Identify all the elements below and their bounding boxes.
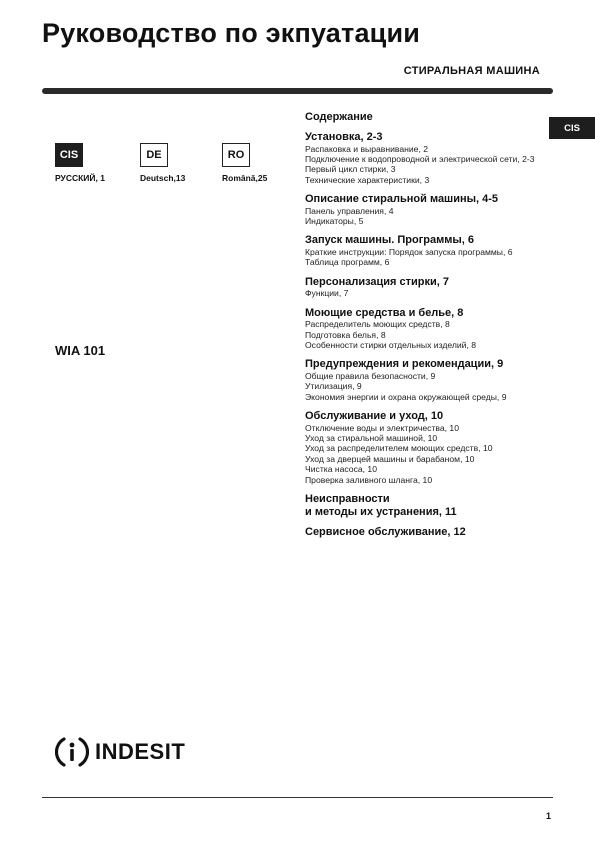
toc-entry[interactable]: Подготовка белья, 8 xyxy=(305,329,386,340)
toc-entry[interactable]: Особенности стирки отдельных изделий, 8 xyxy=(305,339,476,350)
toc-entry[interactable]: Утилизация, 9 xyxy=(305,381,362,392)
language-side-tab[interactable]: CIS xyxy=(549,117,595,139)
toc-entry[interactable]: Уход за дверцей машины и барабаном, 10 xyxy=(305,453,475,464)
toc-section-title[interactable]: Обслуживание и уход, 10 xyxy=(305,410,444,423)
document-subtitle: СТИРАЛЬНАЯ МАШИНА xyxy=(403,65,540,77)
language-option-ro[interactable] xyxy=(222,143,302,183)
brand-name: INDESIT xyxy=(95,739,186,764)
language-label: Română,25 xyxy=(222,173,268,183)
toc-section-title[interactable]: Персонализация стирки, 7 xyxy=(305,275,450,288)
language-code-box[interactable]: CIS xyxy=(55,143,83,167)
language-code-box[interactable]: DE xyxy=(140,143,168,167)
page-number: 1 xyxy=(545,811,551,821)
toc-entry[interactable]: Экономия энергии и охрана окружающей среды, 9 xyxy=(305,391,507,402)
toc-section xyxy=(305,526,550,539)
toc-entry[interactable]: Проверка заливного шланга, 10 xyxy=(305,474,433,485)
toc-sections xyxy=(305,131,550,539)
table-of-contents xyxy=(305,111,550,547)
language-option-de[interactable] xyxy=(140,143,220,183)
toc-entry[interactable]: Подключение к водопроводной и электрической сети, 2-3 xyxy=(305,153,535,164)
toc-heading: Содержание xyxy=(305,111,373,123)
toc-entry[interactable]: Технические характеристики, 3 xyxy=(305,174,430,185)
toc-entry[interactable]: Уход за стиральной машиной, 10 xyxy=(305,433,438,443)
toc-entry[interactable]: Чистка насоса, 10 xyxy=(305,464,377,475)
toc-section xyxy=(305,193,550,226)
toc-entry[interactable]: Панель управления, 4 xyxy=(305,205,394,216)
toc-entry[interactable]: Отключение воды и электричества, 10 xyxy=(305,422,459,433)
toc-section-title[interactable]: Установка, 2-3 xyxy=(305,131,383,143)
language-option-cis[interactable] xyxy=(55,143,135,183)
toc-entry[interactable]: Индикаторы, 5 xyxy=(305,216,364,227)
top-divider xyxy=(42,88,553,94)
toc-entry[interactable]: Таблица программ, 6 xyxy=(305,257,390,268)
language-label: РУССКИЙ, 1 xyxy=(55,173,105,183)
toc-section xyxy=(305,307,550,351)
toc-entry[interactable]: Функции, 7 xyxy=(305,288,349,299)
toc-section-title[interactable]: Предупреждения и рекомендации, 9 xyxy=(305,358,504,371)
indesit-logo-icon xyxy=(55,735,89,769)
page-title: Руководство по экпуатации xyxy=(42,18,421,48)
toc-section-title[interactable]: Сервисное обслуживание, 12 xyxy=(305,526,466,539)
toc-section xyxy=(305,358,550,402)
toc-section xyxy=(305,276,550,299)
language-code-box[interactable]: RO xyxy=(222,143,250,167)
toc-section-title[interactable]: Моющие средства и белье, 8 xyxy=(305,306,464,319)
toc-entry[interactable]: Краткие инструкции: Порядок запуска программы, 6 xyxy=(305,246,513,257)
toc-section xyxy=(305,131,550,185)
toc-section xyxy=(305,410,550,485)
toc-entry[interactable]: Распаковка и выравнивание, 2 xyxy=(305,143,429,154)
toc-entry[interactable]: Общие правила безопасности, 9 xyxy=(305,370,436,381)
toc-entry[interactable]: Распределитель моющих средств, 8 xyxy=(305,319,450,330)
toc-entry[interactable]: Уход за распределителем моющих средств, 10 xyxy=(305,443,493,454)
toc-section-title[interactable]: Описание стиральной машины, 4-5 xyxy=(305,193,499,206)
toc-section-title[interactable]: Запуск машины. Программы, 6 xyxy=(305,234,475,247)
bottom-divider xyxy=(42,797,553,798)
toc-section xyxy=(305,493,550,518)
brand-logo xyxy=(55,735,185,769)
toc-entry[interactable]: Первый цикл стирки, 3 xyxy=(305,164,396,175)
toc-section xyxy=(305,234,550,267)
model-name: WIA 101 xyxy=(55,343,106,358)
toc-section-title[interactable]: Неисправности и методы их устранения, 11 xyxy=(305,493,457,518)
language-label: Deutsch,13 xyxy=(140,173,186,183)
